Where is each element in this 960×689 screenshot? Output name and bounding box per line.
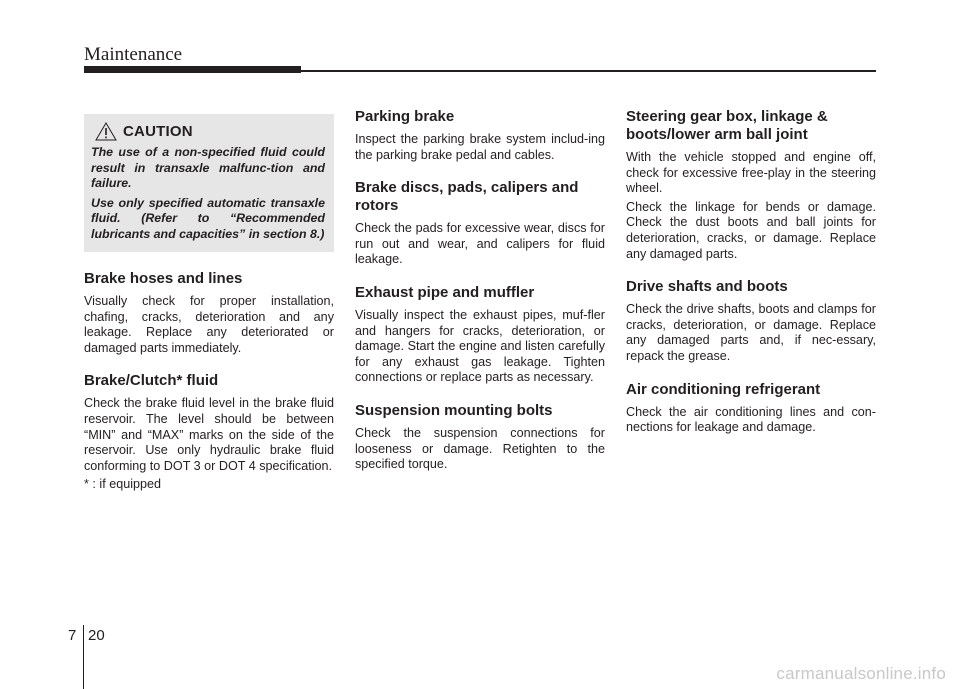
section-body-brake-discs: Check the pads for excessive wear, discs for run out and wear, and calipers for fluid leakage. [355, 221, 605, 267]
section-heading-brake-discs: Brake discs, pads, calipers and rotors [355, 179, 579, 215]
footer-divider [83, 625, 84, 689]
section-body-parking-brake: Inspect the parking brake system includ-ing the parking brake pedal and cables. [355, 132, 605, 162]
column-left [84, 108, 334, 493]
header-rule-thick [84, 66, 301, 73]
section-heading-brake-hoses: Brake hoses and lines [84, 270, 243, 287]
caution-title: CAUTION [123, 123, 193, 140]
caution-paragraph: The use of a non-specified fluid could result in transaxle malfunc-tion and failure. [91, 145, 325, 190]
section-body-steering: Check the linkage for bends or damage. Check the dust boots and ball joints for deterioration, cracks, or damage. Replace any damaged parts. [626, 199, 876, 261]
warning-triangle-icon [95, 122, 117, 141]
caution-paragraph: Use only specified automatic transaxle fluid. (Refer to “Recommended lubricants and capacities” in section 8.) [91, 195, 325, 241]
section-heading-exhaust: Exhaust pipe and muffler [355, 283, 535, 301]
section-heading-steering: Steering gear box, linkage & boots/lower arm ball joint [626, 108, 828, 143]
section-heading-suspension: Suspension mounting bolts [355, 401, 553, 419]
watermark: carmanualsonline.info [776, 664, 946, 683]
footnote-if-equipped: * : if equipped [84, 477, 162, 492]
page-header-title: Maintenance [84, 44, 183, 65]
header-rule-thin [300, 70, 876, 72]
column-middle [355, 108, 605, 489]
page-number: 20 [88, 627, 105, 644]
section-body-steering: With the vehicle stopped and engine off, check for excessive free-play in the steering wheel. [626, 150, 876, 196]
section-body-air-conditioning: Check the air conditioning lines and con-nections for leakage and damage. [626, 404, 876, 435]
section-heading-air-conditioning: Air conditioning refrigerant [626, 380, 821, 398]
caution-header [95, 122, 325, 141]
caution-box [84, 114, 334, 252]
section-body-drive-shafts: Check the drive shafts, boots and clamps for cracks, deterioration, or damage. Replace any damaged parts and, if nec-essary, repack the grease. [626, 302, 876, 363]
section-body-exhaust: Visually inspect the exhaust pipes, muf-fler and hangers for cracks, deterioration, or damage. Start the engine and listen carefully for any exhaust gas leakage. Tighten connections or replace parts as necessary. [355, 307, 605, 385]
section-heading-drive-shafts: Drive shafts and boots [626, 278, 788, 296]
section-body-suspension: Check the suspension connections for looseness or damage. Retighten to the specified torque. [355, 425, 605, 472]
section-body-brake-hoses: Visually check for proper installation, chafing, cracks, deterioration and any leakage. Replace any deteriorated or damaged parts immediately. [84, 294, 334, 355]
section-heading-brake-fluid: Brake/Clutch* fluid [84, 372, 219, 390]
section-body-brake-fluid: Check the brake fluid level in the brake fluid reservoir. The level should be between “MIN” and “MAX” marks on the side of the reservoir. Use only hydraulic brake fluid conforming to DOT 3 or DOT 4 specification. [84, 396, 334, 473]
chapter-number: 7 [68, 627, 77, 644]
section-heading-parking-brake: Parking brake [355, 108, 455, 125]
column-right [626, 108, 876, 452]
